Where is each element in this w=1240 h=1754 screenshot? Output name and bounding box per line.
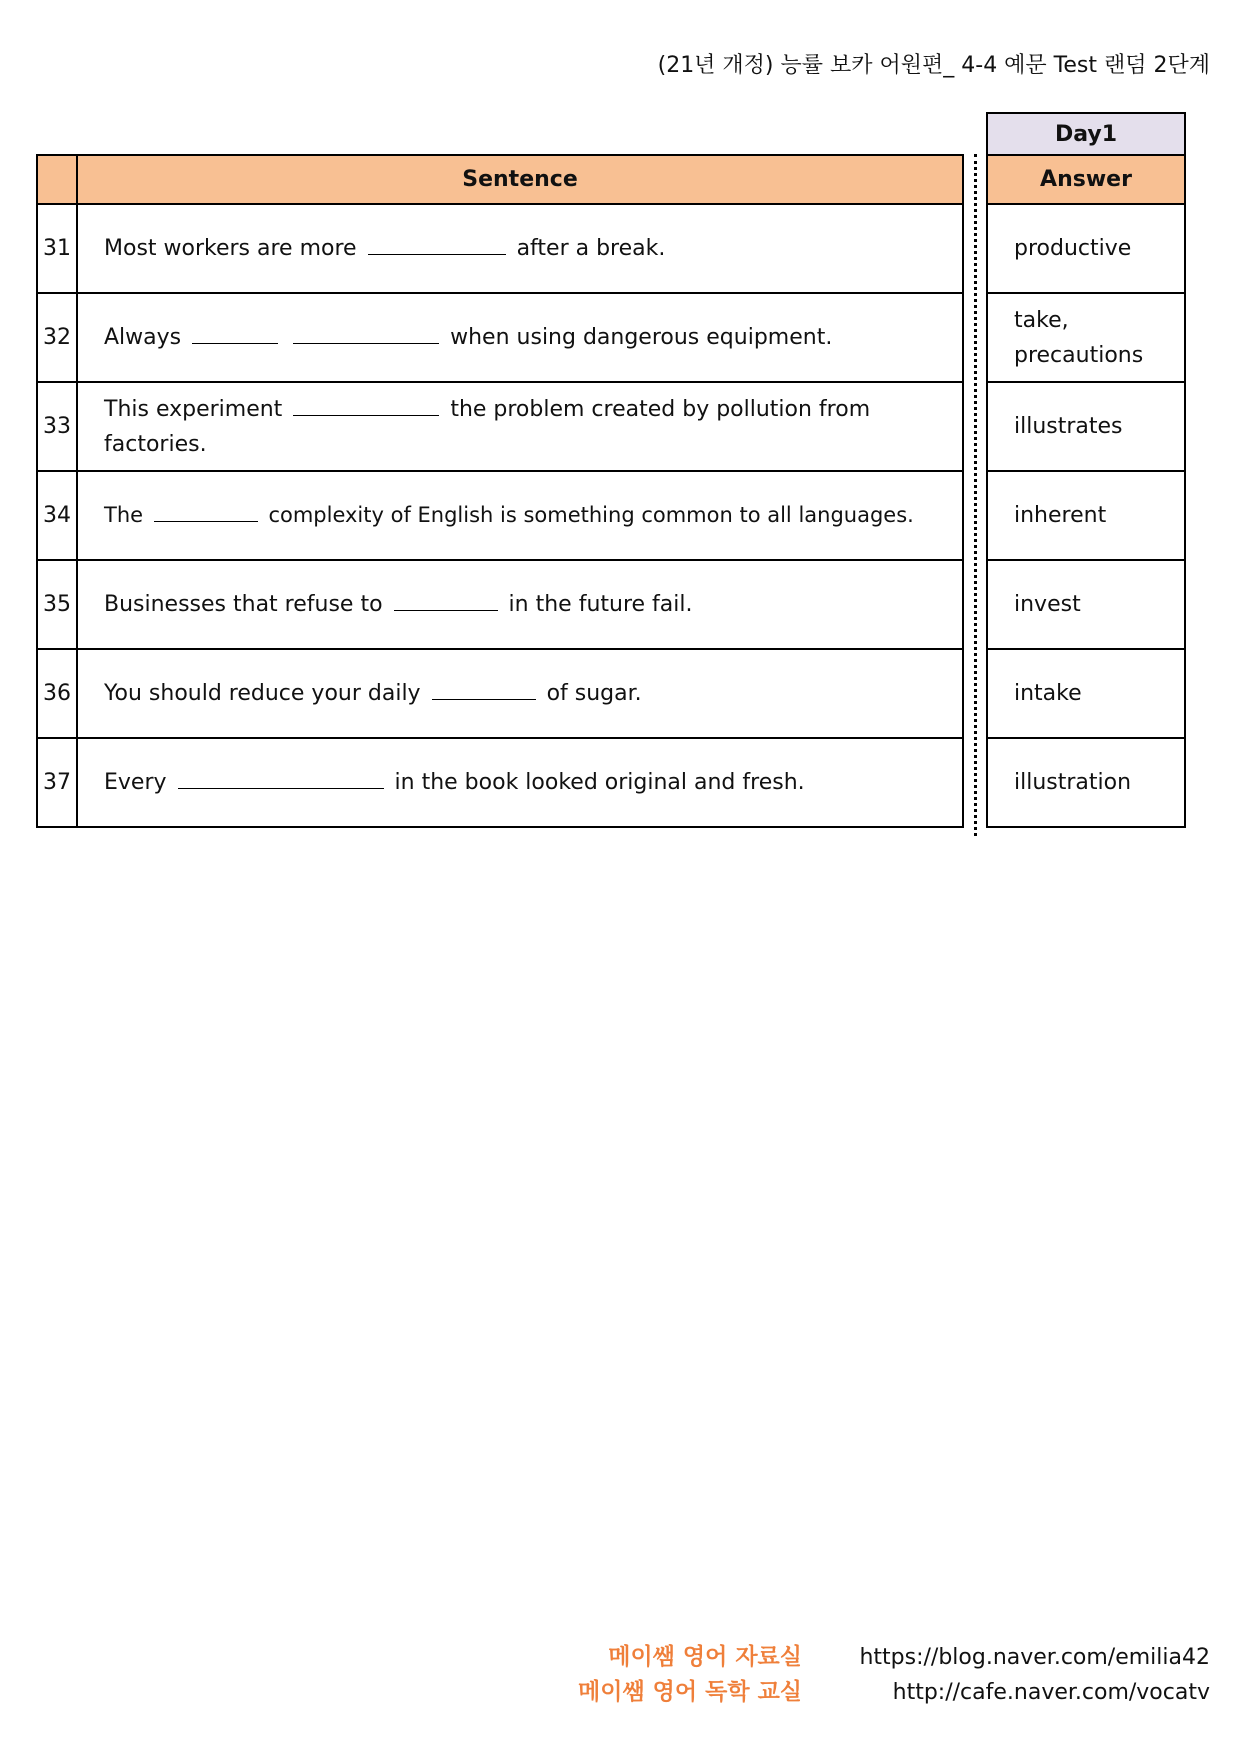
answer-header: Answer [987,155,1185,204]
answer-blank [293,393,439,416]
footer-brand-line-2: 메이쌤 영어 독학 교실 [578,1679,802,1705]
answer-blank [394,588,498,611]
answer-row [987,649,1185,738]
answer-blank [368,232,506,255]
answer-row [987,382,1185,471]
sentence-text: when using dangerous equipment. [450,325,833,350]
row-number: 34 [37,471,77,560]
answer-cell: intake [987,649,1185,738]
sentence-text: Businesses that refuse to [104,592,383,617]
row-number: 35 [37,560,77,649]
sentence-text: Always [104,325,182,350]
answer-cell: inherent [987,471,1185,560]
answer-cell: illustrates [987,382,1185,471]
answer-text: precautions [1014,342,1144,368]
sentence-text: of sugar. [546,681,642,706]
sentence-cell [77,293,963,382]
sentence-text: in the future fail. [508,592,693,617]
answer-header-row [987,155,1185,204]
sentence-text: complexity of English is something common to all languages. [268,503,914,527]
answer-cell: productive [987,204,1185,293]
row-number: 36 [37,649,77,738]
answer-cell: illustration [987,738,1185,827]
answer-row [987,738,1185,827]
answer-row [987,471,1185,560]
sentence-text: Every [104,770,167,795]
answer-blank [154,499,258,522]
answer-blank [432,677,536,700]
row-number: 37 [37,738,77,827]
day-label: Day1 [987,113,1185,155]
answer-row [987,293,1185,382]
sentence-text: Most workers are more [104,236,357,261]
answer-cell: invest [987,560,1185,649]
sentence-header-cell: Sentence [77,155,963,204]
table-row [37,560,963,649]
sentence-cell [77,649,963,738]
dotted-separator [974,154,977,836]
sentence-table [36,154,964,828]
footer-brand [578,1640,802,1710]
number-header-cell [37,155,77,204]
footer-links [859,1640,1210,1710]
document-title: (21년 개정) 능률 보카 어원편_ 4-4 예문 Test 랜덤 2단계 [657,53,1210,78]
row-number: 32 [37,293,77,382]
row-number: 33 [37,382,77,471]
table-row [37,738,963,827]
sentence-table-header-row [37,155,963,204]
answer-row [987,204,1185,293]
sentence-text: the problem created by pollution from factories. [104,396,871,457]
table-row [37,471,963,560]
sentence-text: You should reduce your daily [104,681,421,706]
answer-row [987,560,1185,649]
table-row [37,382,963,471]
answer-blank [293,321,439,344]
answer-text: take, [1014,307,1069,333]
sentence-cell [77,382,963,471]
sentence-cell [77,204,963,293]
day-row [987,113,1185,155]
footer-brand-line-1: 메이쌤 영어 자료실 [608,1644,802,1670]
answer-table [986,112,1186,828]
row-number: 31 [37,204,77,293]
answer-blank [192,321,278,344]
sentence-text: This experiment [104,396,283,422]
sentence-text: The [104,503,144,527]
answer-blank [178,766,384,789]
table-row [37,204,963,293]
sentence-cell [77,471,963,560]
answer-cell [987,293,1185,382]
sentence-text: in the book looked original and fresh. [394,770,805,795]
sentence-cell [77,738,963,827]
sentence-cell [77,560,963,649]
table-row [37,293,963,382]
table-row [37,649,963,738]
blog-link[interactable]: https://blog.naver.com/emilia42 [859,1645,1210,1670]
cafe-link[interactable]: http://cafe.naver.com/vocatv [892,1680,1210,1705]
sentence-text: after a break. [516,236,666,261]
